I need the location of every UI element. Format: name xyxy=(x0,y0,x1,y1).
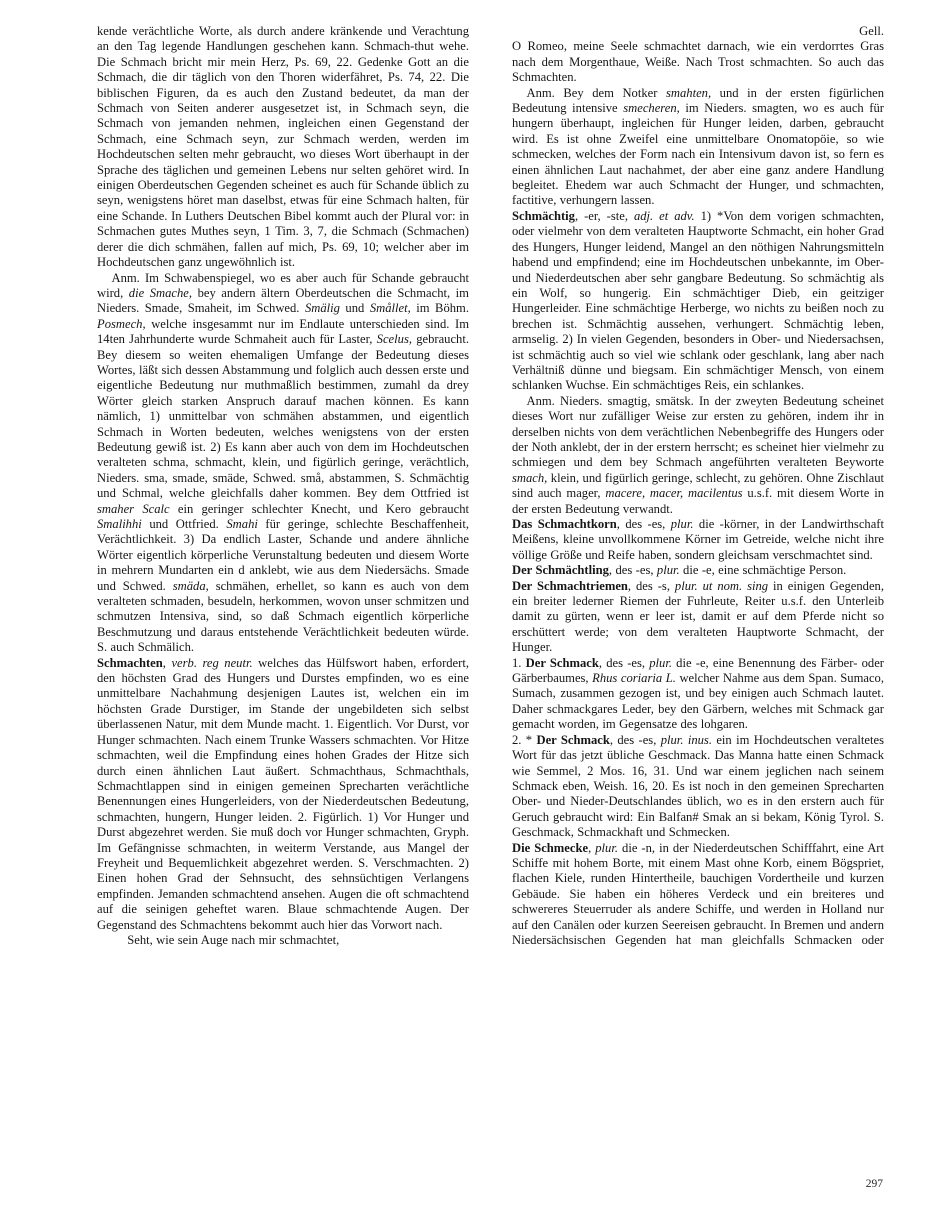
headword: Der Schmächtling xyxy=(512,563,609,578)
italic-term: smaher Scalc xyxy=(97,501,170,516)
italic-term: plur. xyxy=(656,563,680,578)
text-run: ein im Hochdeutschen veraltetes Wort für das jetzt übliche Geschmack. Das Manna hatte einen Schmack wie Semmel, 2 Mos. 16, 31. Und war einem jeglichen nach seinem Schmack eben, Weish. 16, 20. Es ist noch in den gemeinen Sprecharten Ober- und Nieder-Deutschlandes üblich, wo es in den erstern auch für Geruch gebraucht wird: Ein Balfan# Smak an si bekam, König Tyrol. S. Geschmack, Schmackhaft und Schmecken. xyxy=(512,732,884,840)
right-column xyxy=(512,24,884,948)
paragraph xyxy=(512,656,884,733)
paragraph xyxy=(512,209,884,394)
italic-term: smahten, xyxy=(666,85,712,100)
paragraph xyxy=(512,86,884,209)
paragraph xyxy=(512,563,884,578)
paragraph xyxy=(512,39,884,85)
text-run: , -er, -ste, xyxy=(574,208,634,223)
italic-term: plur. xyxy=(649,655,672,670)
text-run: 1) *Von dem vorigen schmachten, oder vielmehr von dem veralteten Hauptworte Schmacht, ein hoher Grad des Hungers, Hunger leidend, Mangel an den nöthigen Nahrungsmitteln habend und empfindend; eine im Hochdeutschen unbekannte, im Ober- und Niederdeutschen aber sehr gangbare Bedeutung. So schmächtig als ein Wolf, so hungerig. Ein schmächtiger Dieb, ein geitziger Hungerleider. Eine schmächtige Herberge, wo nichts zu beißen noch zu brechen ist. Schmächtig aussehen, verhungert. Schmächtig leben, armselig. 2) In vielen Gegenden, besonders in Ober- und Niedersachsen, ist schmächtig auch so viel wie schlank oder geschlank, lang aber nach Verhältniß dünne und biegsam. Ein schmächtiger Mensch, von einem schlanken Wuchse. Ein schmächtiges Reis, ein schlankes. xyxy=(512,208,884,393)
paragraph xyxy=(97,933,469,948)
text-run: die -e, eine schmächtige Person. xyxy=(679,563,847,578)
paragraph xyxy=(512,517,884,563)
paragraph xyxy=(97,24,469,271)
italic-term: Smälig xyxy=(304,301,340,316)
text-run: O Romeo, meine Seele schmachtet darnach, wie ein verdorrtes Gras nach dem Morgenthaue, Weiße. Nach Trost schmachten. So auch das Schmachten. xyxy=(512,39,884,85)
italic-term: smecheren, xyxy=(623,101,680,116)
text-run: im Böhm. xyxy=(410,301,469,316)
right-column-text xyxy=(512,39,884,948)
paragraph xyxy=(512,733,884,841)
italic-term: plur. inus. xyxy=(660,732,712,747)
text-run: Seht, wie sein Auge nach mir schmachtet, xyxy=(127,932,340,947)
italic-term: Posmech, xyxy=(97,316,146,331)
text-run: die -n, in der Niederdeutschen Schifffahrt, eine Art Schiffe mit hohem Borte, mit einem Mast ohne Korb, einem Bögspriet, flachen Kiele, runden Hintertheile, bauchigen Vordertheile und kurzen Gebäude. Sie haben ein höheres Verdeck und ein breiteres und schwereres Steuerruder als andere Schiffe, und werden in Holland nur auf den Canälen oder kurzen Seereisen gebraucht. In Bremen und andern Niedersächsischen Gegenden hat man gleichfalls Schmacken oder xyxy=(512,840,884,947)
text-run: im Nieders. smagten, wo es auch für hungern überhaupt, ingleichen für Hunger leiden, darben, gebraucht wird. Es ist ohne Zweifel eine unmittelbare Onomatopöie, so wie schmecken, welches der Form nach ein Intensivum davon ist, so fern es einen ähnlichen Laut nachahmet, der aber eine ganz andere Handlung begleitet. Ehedem war auch Schmacht der Hunger, und schmachten, factitive, verhungern lassen. xyxy=(512,101,884,208)
italic-term: adj. et adv. xyxy=(633,208,695,223)
italic-term: macere, macer, macilentus xyxy=(605,486,743,501)
text-run: und in der ersten figürlichen Bedeutung intensive xyxy=(512,85,884,116)
left-column xyxy=(97,24,469,948)
headword: Der Schmack xyxy=(525,655,599,670)
headword: Die Schmecke xyxy=(512,840,589,855)
text-run: , xyxy=(162,655,172,670)
text-run: welches das Hülfswort haben, erfordert, den höchsten Grad des Hungers und Durstes empfinden, wo es eine unmittelbare Nachahmung desjenigen Lautes ist, welchen ein im höchsten Grade Durstiger, im Stande der ungebildeten sich selbst überlassenen Natur, mit dem Munde macht. 1. Eigentlich. Vor Durst, vor Hunger schmachten. Nach einem Trunke Wassers schmachten. Vor Hitze schmachten, weil die Empfindung eines hohen Grades der Hitze sich durch einen ähnlichen Laut äußert. Schmachthaus, Schmachthals, Schmachtlappen sind in einigen gemeinen Sprecharten verächtliche Benennungen eines Hungerleiders, von der Niederdeutschen Bedeutung, schmachten, hungern, Hunger leiden. 2. Figürlich. 1) Vor Hunger und Durst abgezehret werden. Sie muß doch vor Hunger schmachten, Gryph. Im Gefängnisse schmachten, in weiterm Verstande, aus Mangel der Freyheit und Bequemlichkeit abgezehret werden. S. Verschmachten. 2) Einen hohen Grad der Sehnsucht, des sehnsüchtigen Verlangens empfinden. Jemanden schmachtend ansehen. Augen die oft schmachtend auf die seinigen geheftet waren. Blaue schmachtende Augen. Der Gegenstand des Schmachtens bekommt auch hier das Vorwort nach. xyxy=(97,655,469,932)
text-run: klein, und figürlich geringe, schlecht, zu gehören. Ohne Zischlaut sind auch mager, xyxy=(512,470,884,501)
text-run: 1. xyxy=(512,655,526,670)
text-run: bey andern ältern Oberdeutschen die Schmacht, im Nieders. Smade, Smaheit, im Schwed. xyxy=(97,285,469,316)
text-run: , des -es, xyxy=(608,563,657,578)
headword: Schmächtig xyxy=(512,208,575,223)
text-run: und Ottfried. xyxy=(141,517,227,531)
text-run: Anm. Im Schwabenspiegel, wo es aber auch für Schande gebraucht wird, xyxy=(97,270,469,300)
text-run: , xyxy=(588,840,596,855)
italic-term: Rhus coriaria L. xyxy=(592,671,676,686)
italic-term: Smalihhi xyxy=(97,517,142,531)
paragraph xyxy=(97,271,469,656)
text-run: die -e, eine Benennung des Färber- oder Gärberbaumes, xyxy=(512,655,884,686)
italic-term: smäda, xyxy=(172,578,209,593)
running-head: Gell. xyxy=(859,24,884,38)
paragraph xyxy=(97,656,469,933)
text-run: u.s.f. mit diesem Worte in der ersten Bedeutung verwandt. xyxy=(512,486,884,516)
text-run: schmähen, erhellet, so kann es auch von dem veralteten schmaden, besudeln, herkommen, wovon unser schmitzen und schmutzen Intensiva, sind, so daß Schmach eigentlich körperliche Beschmutzung und daraus entstehende Verächtlichkeit bedeuten würde. S. auch Schmälich. xyxy=(97,578,469,655)
headword: Der Schmack xyxy=(536,732,610,747)
italic-term: plur. xyxy=(595,840,618,855)
text-run: Anm. Bey dem Notker xyxy=(526,85,666,100)
dictionary-page xyxy=(97,24,885,948)
text-run: in einigen Gegenden, ein breiter lederner Riemen der Fuhrleute, Reiter u.s.f. den Unterleib damit zu gürten, wenn er leer ist, damit er auf dem Pferde nicht so erschüttert werde; von dem veralteten Hauptworte Schmacht, der Hunger. xyxy=(512,578,884,655)
italic-term: smach, xyxy=(512,470,548,485)
text-run: für geringe, schlechte Beschaffenheit, Verächtlichkeit. 3) Da endlich Laster, Schande und andere ähnliche Wörter eigentlich körperliche Verunstaltung bedeuten und diesem Worte in mehrern Mundarten ein d anklebt, wie aus dem Niedersächs. Smade und Schwed. xyxy=(97,517,469,593)
paragraph xyxy=(512,579,884,656)
headword: Der Schmachtriemen xyxy=(512,578,628,593)
text-run: und xyxy=(339,301,370,316)
paragraph xyxy=(512,394,884,517)
italic-term: Smållet, xyxy=(369,301,411,316)
headword: Schmachten xyxy=(97,655,163,670)
italic-term: verb. reg neutr. xyxy=(171,655,253,670)
italic-term: Smahi xyxy=(226,517,258,531)
headword: Das Schmachtkorn xyxy=(512,517,617,531)
paragraph xyxy=(512,841,884,949)
italic-term: die Smache, xyxy=(128,285,193,300)
text-run: 2. * xyxy=(512,732,537,747)
text-run: , des -es, xyxy=(609,732,661,747)
text-run: , des -s, xyxy=(627,578,675,593)
italic-term: plur. ut nom. sing xyxy=(674,578,769,593)
text-run: kende verächtliche Worte, als durch andere kränkende und Verachtung an den Tag legende Handlungen geschehen kann. Schmach-thut wehe. Die Schmach bricht mir mein Herz, Ps. 69, 22. Gedenke Gott an die Schmach, die dir täglich von den Thoren widerfähret, Ps. 74, 22. Die biblischen Figuren, da es auch den Zustand bedeutet, da man der Schmach von Seiten anderer ausgesetzet ist, in Schmach seyn, die Schmach von jemanden nehmen, ingleichen einen Gegenstand der Schmach, eine Schmach seyn, zur Schmach werden, werden im Hochdeutschen selten mehr gebraucht, wo dieses Wort überhaupt in der Sprache des täglichen und gemeinen Lebens nur selten gehöret wird. In einigen Oberdeutschen Gegenden scheinet es auch für Schande üblich zu seyn, wenigstens höret man daselbst, etwas für eine Schmach halten, für eine Schande. In Luthers Deutschen Bibel kommt auch der Plural vor: in Schmachen gutes Muthes seyn, 1 Tim. 3, 7, die Schmach (Schmachen) derer die dich schmähen, fallen auf mich, Ps. 69, 10; welcher aber im Hochdeutschen ganz ungewöhnlich ist. xyxy=(97,24,469,270)
text-run: welcher Nahme aus dem Span. Sumaco, Sumach, zusammen gezogen ist, und bey einigen auch Schmach lautet. Daher schmackgares Leder, bey den Gärbern, welches mit Schmack gar gemacht worden, im Gegensatze des lohgaren. xyxy=(512,671,884,732)
text-run: welche insgesammt nur im Endlaute unterschieden sind. Im 14ten Jahrhunderte wurde Schmaheit auch für Laster, xyxy=(97,316,469,347)
italic-term: Scelus, xyxy=(376,332,412,347)
text-run: die -körner, in der Landwirthschaft Meißens, kleine unvollkommene Körner im Getreide, welche nicht ihre völlige Größe und Reife haben, sondern gleichsam verschmachtet sind. xyxy=(512,517,884,562)
italic-term: plur. xyxy=(670,517,694,531)
text-run: , des -es, xyxy=(616,517,671,531)
text-run: Anm. Nieders. smagtig, smätsk. In der zweyten Bedeutung scheinet dieses Wort nur zufälliger Weise zur ersten zu gehören, indem ihr in derselben nichts von dem verächtlichen Nebenbegriffe des Hungers oder der Noth anklebt, der in der erstern herrscht; es scheinet hier vielmehr zu schmiegen und dem bey Schmach angeführten veralteten Beyworte xyxy=(512,393,884,470)
text-run: ein geringer schlechter Knecht, und Kero gebraucht xyxy=(169,501,469,516)
text-run: gebraucht. Bey diesem so weiten ehemaligen Umfange der Bedeutung dieses Wortes, läßt sich dessen Abstammung und folglich auch dessen erste und eigentliche Bedeutung nur muthmaßlich bestimmen, zumahl da drey Wörter gleich starken Anspruch darauf machen können. Es kann nämlich, 1) unmittelbar von schmähen abstammen, und eigentlich Schmach in Worten bedeuten, welches wenigstens von der ersten Bedeutung gewiß ist. 2) Es kann aber auch von dem im Hochdeutschen veralteten schma, schmacht, klein, und figürlich geringe, verächtlich, Nieders. sma, smade, smäde, Schwed. små, abstammen, S. Schmächtig und Schmal, welche gleichfalls daher kommen. Bey dem Ottfried ist xyxy=(97,332,470,501)
page-number: 297 xyxy=(865,1178,883,1190)
text-run: , des -es, xyxy=(598,655,650,670)
